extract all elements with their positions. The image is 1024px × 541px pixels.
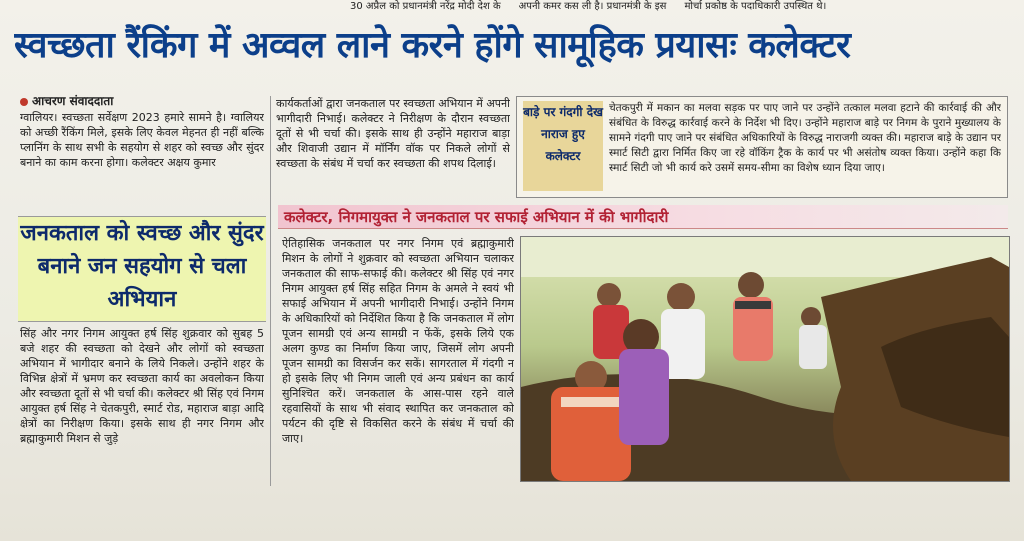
strip-text-3: मोर्चा प्रकोष्ठ के पदाधिकारी उपस्थित थे। bbox=[684, 1, 827, 12]
sidebar-label: बाड़े पर गंदगी देख नाराज हुए कलेक्टर bbox=[523, 101, 603, 191]
sub-headline: कलेक्टर, निगमायुक्त ने जनकताल पर सफाई अभियान में की भागीदारी bbox=[278, 205, 1008, 229]
sidebar-box bbox=[516, 96, 1008, 198]
strip-text-1: 30 अप्रैल को प्रधानमंत्री नरेंद्र मोदी देश के bbox=[350, 1, 501, 12]
pull-quote: जनकताल को स्वच्छ और सुंदर बनाने जन सहयोग से चला अभियान bbox=[18, 216, 266, 322]
column2-body: ऐतिहासिक जनकताल पर नगर निगम एवं ब्रह्माकुमारी मिशन के लोगों ने शुक्रवार को स्वच्छता अभियान चलाकर जनकताल की साफ-सफाई की। कलेक्टर श्री सिंह एवं नगर निगम आयुक्त हर्ष सिंह सहित निगम के अमले ने स्वयं भी सफाई अभियान में अपनी भागीदारी निभाई। उन्होंने निगम के अधिकारियों को निर्देशित किया है कि जनकताल में लोग पूजन सामग्री एवं अन्य सामग्री न फेंकें, इसके लिये एक अलग कुण्ड का निर्माण किया जाए, जिसमें लोग अपनी पूजन सामग्री का विसर्जन कर सकें। सागरताल में गंदगी न हो इसके लिए भी निगम जाली एवं अन्य प्रबंधन का कार्य सुनिश्चित करें। जनकताल के आस-पास रहने वाले रहवासियों के साथ भी संवाद स्थापित कर जनकताल को पर्यटन की दृष्टि से विकसित करने के संबंध में चर्चा की जाए। bbox=[282, 237, 514, 445]
column2-intro: कार्यकर्ताओं द्वारा जनकताल पर स्वच्छता अभियान में अपनी भागीदारी निभाई। कलेक्टर ने निरीक्षण के दौरान स्वच्छता दूतों से भी चर्चा की। इसके साथ ही उन्होंने महाराज बाड़ा और शिवाजी उद्यान में मॉर्निंग वॉक पर निकले लोगों से स्वच्छता के संबंध में चर्चा कर स्वच्छता की शपथ दिलाई। bbox=[276, 97, 510, 170]
byline-text: आचरण संवाददाता bbox=[32, 94, 114, 108]
previous-article-strip bbox=[350, 0, 1010, 14]
cleanup-photo-image bbox=[521, 237, 1009, 481]
column-divider bbox=[270, 96, 271, 486]
strip-text-2: अपनी कमर कस ली है। प्रधानमंत्री के इस bbox=[518, 1, 667, 12]
bullet-icon bbox=[20, 98, 28, 106]
news-photo bbox=[520, 236, 1010, 482]
byline bbox=[20, 92, 113, 109]
main-headline: स्वच्छता रैंकिंग में अव्वल लाने करने होंगे सामूहिक प्रयासः कलेक्टर bbox=[14, 24, 851, 66]
column1-intro: ग्वालियर। स्वच्छता सर्वेक्षण 2023 हमारे सामने है। ग्वालियर को अच्छी रैंकिंग मिले, इसके लिए केवल मेहनत ही नहीं बल्कि प्लानिंग के साथ सभी के सहयोग से शहर को स्वच्छ और सुंदर बनाने का काम करना होगा। कलेक्टर अक्षय कुमार bbox=[20, 111, 264, 169]
column1-body: सिंह और नगर निगम आयुक्त हर्ष सिंह शुक्रवार को सुबह 5 बजे शहर की स्वच्छता को देखने और लोगों को स्वच्छता अभियान में भागीदार बनाने के लिये निकले। उन्होंने शहर के विभिन्न क्षेत्रों में भ्रमण कर स्वच्छता कार्य का अवलोकन किया और स्वच्छता दूतों से भी चर्चा की। कलेक्टर श्री सिंह एवं निगम आयुक्त हर्ष सिंह ने चेतकपुरी, स्मार्ट रोड, महाराज बाड़ा आदि क्षेत्रों का निरीक्षण किया। इसके साथ ही नगर निगम और ब्रह्माकुमारी मिशन से जुड़े bbox=[20, 327, 264, 445]
sidebar-text: चेतकपुरी में मकान का मलवा सड़क पर पाए जाने पर उन्होंने तत्काल मलवा हटाने की कार्रवाई की और संबंधित के विरुद्ध कार्रवाई करने के निर्देश भी दिए। उन्होंने महाराज बाड़े पर निगम के पुराने मुख्यालय के सामने गंदगी पाए जाने पर संबंधित अधिकारियों के विरुद्ध नाराजगी व्यक्त की। महाराज बाड़े के उद्यान पर स्मार्ट सिटी द्वारा निर्मित किए जा रहे वॉकिंग ट्रैक के कार्य पर भी असंतोष व्यक्त किया। उन्होंने कहा कि स्मार्ट सिटी जो भी कार्य करे उसमें समय-सीमा का विशेष ध्यान दिया जाए। bbox=[609, 102, 1001, 174]
